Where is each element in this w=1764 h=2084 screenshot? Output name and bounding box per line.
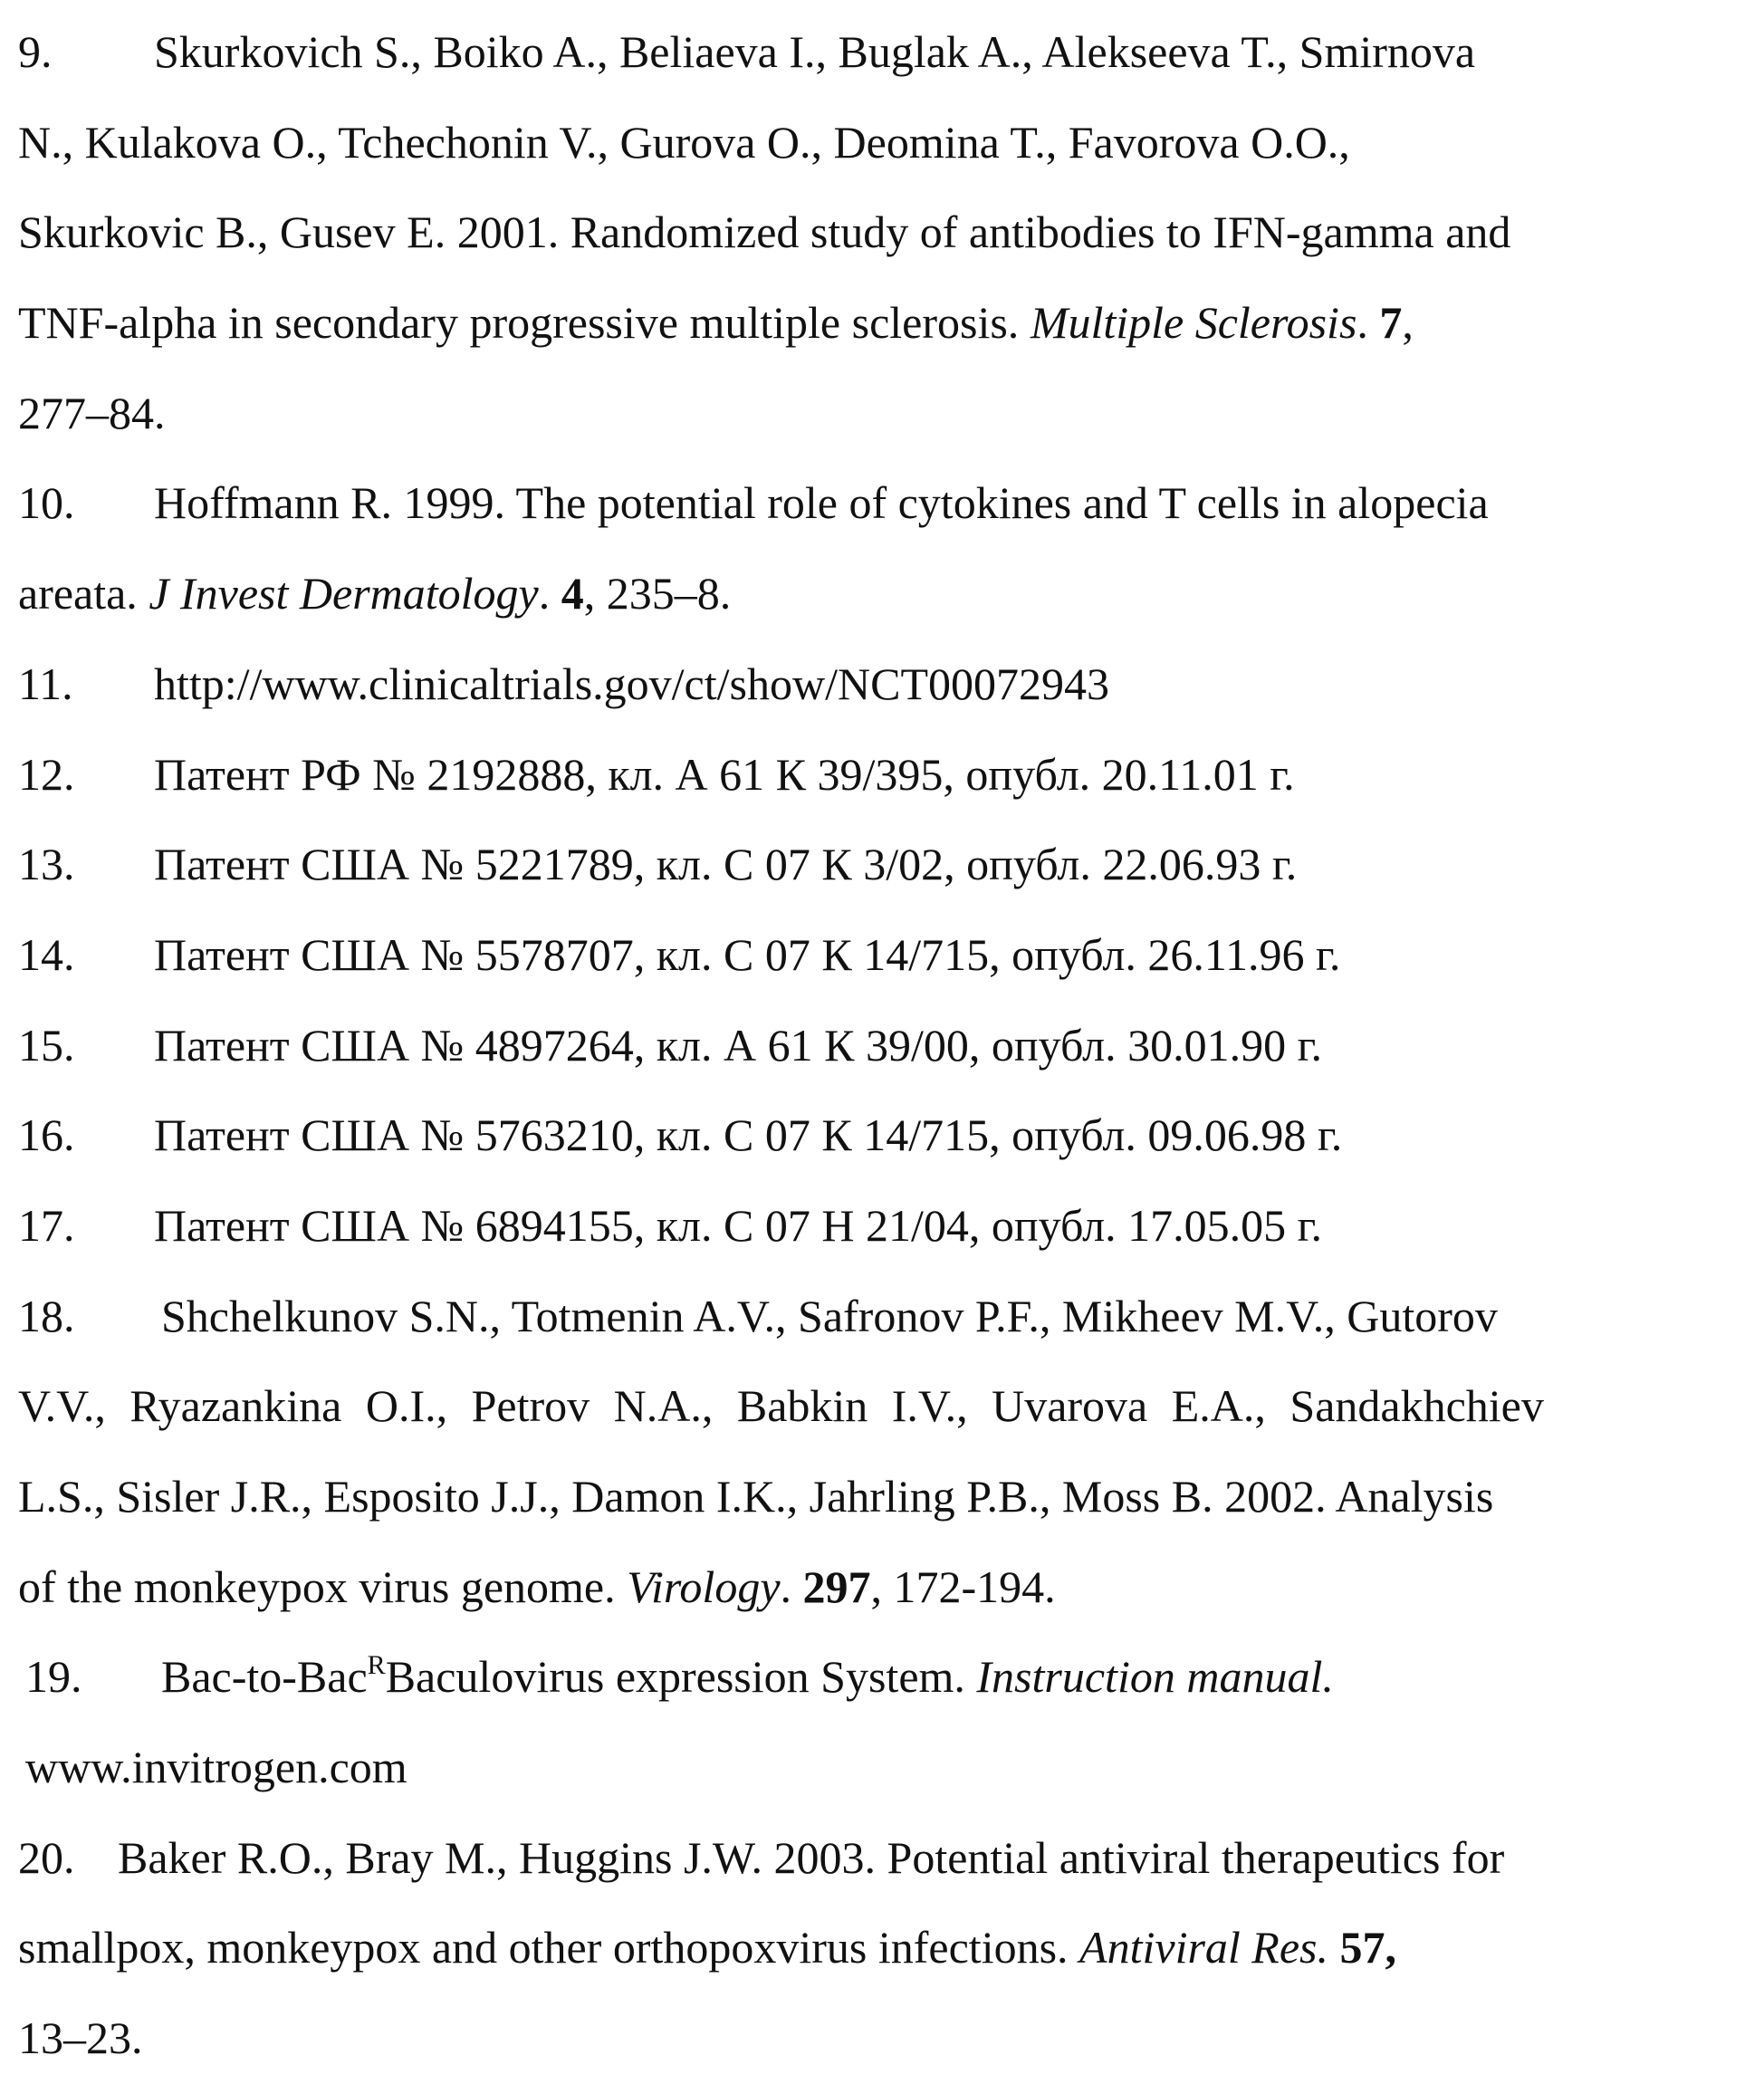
reference-number: 20.	[18, 1813, 118, 1904]
journal-name: Virology	[627, 1561, 780, 1612]
journal-name: J Invest Dermatology	[149, 568, 538, 619]
reference-number: 11.	[18, 639, 154, 730]
reference-text: Skurkovic B., Gusev E. 2001. Randomized study of antibodies to IFN-gamma and	[18, 206, 1510, 257]
pages: 277–84.	[18, 388, 166, 438]
reference-14	[0, 910, 1764, 1001]
reference-16	[0, 1090, 1764, 1181]
volume: 57,	[1340, 1922, 1397, 1973]
reference-text: Bac-to-Bac	[161, 1651, 368, 1702]
reference-text: Hoffmann R. 1999. The potential role of cytokines and T cells in alopecia	[154, 477, 1489, 528]
reference-number: 9.	[0, 7, 154, 98]
reference-18-line-1	[0, 1272, 1764, 1362]
reference-13	[0, 820, 1764, 910]
reference-number: 19.	[25, 1632, 161, 1723]
reference-9-line-4: TNF-alpha in secondary progressive multiple sclerosis. Multiple Sclerosis. 7,	[0, 278, 1764, 369]
reference-text: of the monkeypox virus genome.	[18, 1561, 616, 1612]
reference-text: Патент РФ № 2192888, кл. А 61 К 39/395, опубл. 20.11.01 г.	[154, 749, 1295, 800]
reference-text: Патент США № 5578707, кл. С 07 К 14/715, опубл. 26.11.96 г.	[154, 929, 1340, 980]
reference-text: Baculovirus expression System.	[386, 1651, 965, 1702]
reference-12	[0, 730, 1764, 821]
reference-number: 16.	[18, 1090, 154, 1181]
reference-text: V.V., Ryazankina O.I., Petrov N.A., Babkin I.V., Uvarova E.A., Sandakhchiev	[18, 1380, 1544, 1431]
reference-11	[0, 639, 1764, 730]
reference-text: N., Kulakova O., Tchechonin V., Gurova O., Deomina T., Favorova O.O.,	[18, 117, 1350, 168]
volume: 297	[803, 1561, 871, 1612]
reference-link[interactable]: www.invitrogen.com	[25, 1742, 407, 1792]
reference-text: TNF-alpha in secondary progressive multiple sclerosis.	[18, 297, 1019, 348]
reference-text: Патент США № 6894155, кл. С 07 Н 21/04, опубл. 17.05.05 г.	[154, 1200, 1322, 1251]
pages: 235–8.	[607, 568, 732, 619]
reference-20-line-2	[0, 1903, 1764, 1993]
reference-text: Патент США № 5221789, кл. С 07 К 3/02, опубл. 22.06.93 г.	[154, 839, 1297, 889]
reference-9-line-3	[0, 187, 1764, 278]
reference-9-line-2	[0, 98, 1764, 188]
registered-mark: R	[368, 1650, 386, 1680]
journal-name: Antiviral Res.	[1079, 1922, 1328, 1973]
reference-18-line-3	[0, 1452, 1764, 1542]
reference-text: Патент США № 4897264, кл. А 61 К 39/00, опубл. 30.01.90 г.	[154, 1020, 1322, 1071]
reference-number: 17.	[18, 1181, 154, 1272]
reference-text: Baker R.O., Bray M., Huggins J.W. 2003. Potential antiviral therapeutics for	[118, 1832, 1504, 1883]
reference-19-line-2	[0, 1723, 1764, 1813]
reference-19-line-1	[0, 1632, 1764, 1723]
pages: 13–23.	[18, 2012, 143, 2063]
reference-number: 14.	[18, 910, 154, 1001]
reference-text: L.S., Sisler J.R., Esposito J.J., Damon I.K., Jahrling P.B., Moss B. 2002. Analysis	[18, 1471, 1493, 1522]
reference-text: Патент США № 5763210, кл. С 07 К 14/715, опубл. 09.06.98 г.	[154, 1109, 1342, 1160]
reference-text: Shchelkunov S.N., Totmenin A.V., Safronov P.F., Mikheev M.V., Gutorov	[161, 1291, 1498, 1341]
reference-15	[0, 1001, 1764, 1091]
reference-10-line-2: areata. J Invest Dermatology. 4, 235–8.	[0, 549, 1764, 639]
reference-number: 18.	[18, 1272, 161, 1362]
volume: 7	[1379, 297, 1402, 348]
reference-number: 13.	[18, 820, 154, 910]
reference-text: smallpox, monkeypox and other orthopoxvirus infections.	[18, 1922, 1069, 1973]
journal-name: Instruction manual.	[976, 1651, 1333, 1702]
reference-20-line-1	[0, 1813, 1764, 1904]
reference-9-line-5	[0, 369, 1764, 459]
reference-17	[0, 1181, 1764, 1272]
reference-18-line-2	[0, 1361, 1764, 1452]
reference-18-line-4: of the monkeypox virus genome. Virology. 297, 172-194.	[0, 1542, 1764, 1633]
reference-number: 15.	[18, 1001, 154, 1091]
reference-10-line-1	[0, 458, 1764, 549]
reference-number: 10.	[18, 458, 154, 549]
journal-name: Multiple Sclerosis	[1031, 297, 1357, 348]
reference-list	[0, 7, 1764, 2084]
reference-link[interactable]: http://www.clinicaltrials.gov/ct/show/NCT00072943	[154, 658, 1109, 709]
pages: , 172-194.	[871, 1561, 1056, 1612]
reference-number: 12.	[18, 730, 154, 821]
reference-20-line-3	[0, 1993, 1764, 2084]
reference-text: areata.	[18, 568, 138, 619]
volume: 4	[561, 568, 584, 619]
reference-text: Skurkovich S., Boiko A., Beliaeva I., Buglak A., Alekseeva T., Smirnova	[154, 26, 1475, 77]
reference-9-line-1	[0, 7, 1764, 98]
